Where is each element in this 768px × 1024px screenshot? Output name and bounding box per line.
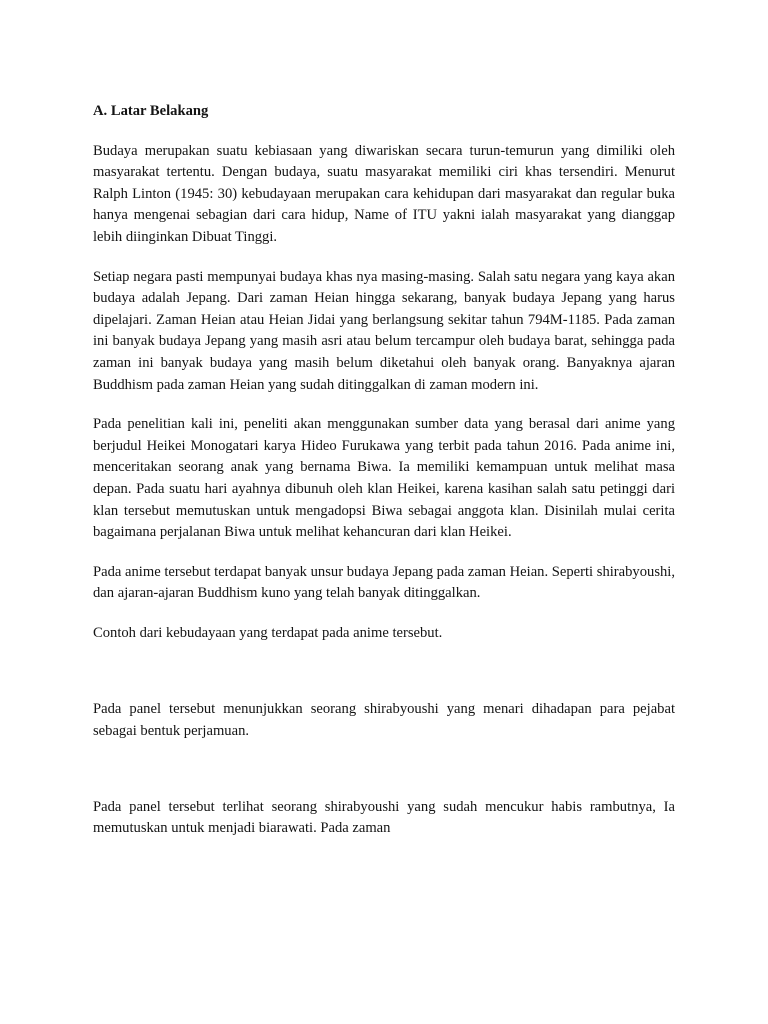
paragraph-panel-menari: Pada panel tersebut menunjukkan seorang shirabyoushi yang menari dihadapan para pejabat sebagai bentuk perjamuan. bbox=[93, 701, 675, 740]
image-placeholder-gap bbox=[93, 743, 675, 797]
paragraph-panel-biarawati: Pada panel tersebut terlihat seorang shirabyoushi yang sudah mencukur habis rambutnya, Ia memutuskan untuk menjadi biarawati. Pada zaman bbox=[93, 798, 675, 837]
paragraph-setiap-negara: Setiap negara pasti mempunyai budaya khas nya masing-masing. Salah satu negara yang kaya akan budaya adalah Jepang. Dari zaman Heian hingga sekarang, banyak budaya Jepang yang harus dipelajari. Zaman Heian atau Heian Jidai yang berlangsung sekitar tahun 794M-1185. Pada zaman ini banyak budaya Jepang yang masih asri atau belum tercampur oleh budaya barat, sehingga pada zaman ini banyak budaya yang masih belum diketahui oleh banyak orang. Banyaknya ajaran Buddhism pada zaman Heian yang sudah ditinggalkan di zaman modern ini. bbox=[93, 268, 675, 393]
paragraph-contoh: Contoh dari kebudayaan yang terdapat pada anime tersebut. bbox=[93, 624, 443, 641]
paragraph-penelitian: Pada penelitian kali ini, peneliti akan menggunakan sumber data yang berasal dari anime yang berjudul Heikei Monogatari karya Hideo Furukawa yang terbit pada tahun 2016. Pada anime ini, menceritakan seorang anak yang bernama Biwa. Ia memiliki kemampuan untuk melihat masa depan. Pada suatu hari ayahnya dibunuh oleh klan Heikei, karena kasihan salah satu petinggi dari klan tersebut memutuskan untuk mengadopsi Biwa sebagai anggota klan. Disinilah mulai cerita bagaimana perjalanan Biwa untuk melihat kehancuran dari klan Heikei. bbox=[93, 416, 675, 541]
section-heading: A. Latar Belakang bbox=[93, 103, 209, 119]
paragraph-unsur-budaya: Pada anime tersebut terdapat banyak unsur budaya Jepang pada zaman Heian. Seperti shirabyoushi, dan ajaran-ajaran Buddhism kuno yang telah banyak ditinggalkan. bbox=[93, 563, 675, 602]
paragraph-budaya: Budaya merupakan suatu kebiasaan yang diwariskan secara turun-temurun yang dimiliki oleh masyarakat tertentu. Dengan budaya, suatu masyarakat memiliki ciri khas tersendiri. Menurut Ralph Linton (1945: 30) kebudayaan merupakan cara kehidupan dari masyarakat dan regular buka hanya mengenai sebagian dari cara hidup, Name of ITU yakni ialah masyarakat yang dianggap lebih diinginkan Dibuat Tinggi. bbox=[93, 142, 675, 245]
image-placeholder-gap bbox=[93, 644, 675, 699]
document-body bbox=[93, 101, 675, 840]
